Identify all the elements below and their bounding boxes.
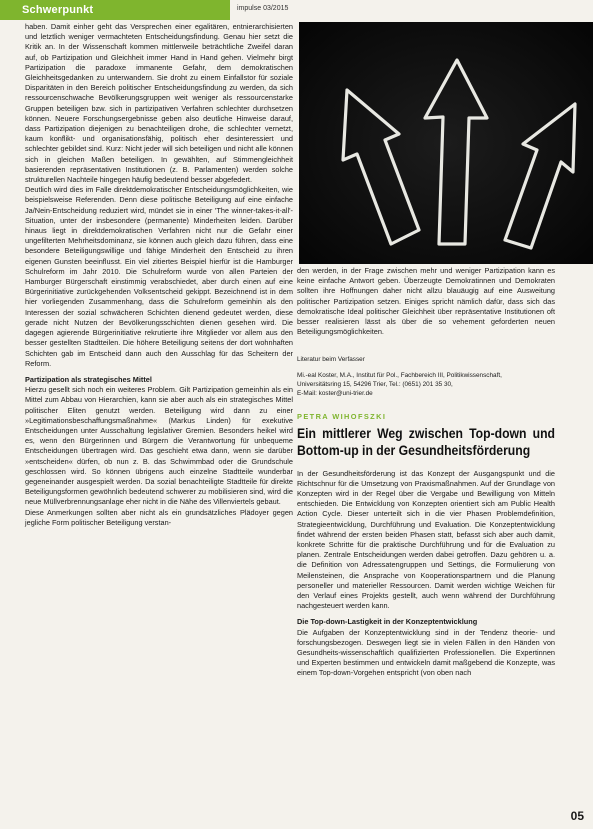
journal-reference: impulse 03/2015 [237,5,289,12]
right-column [297,266,555,679]
body-paragraph: Diese Anmerkungen sollten aber nicht als ein grundsätzliches Plädoyer gegen jegliche Form politischer Beteiligung verstan- [25,507,293,527]
email-line: E-Mail: koster@uni-trier.de [297,390,373,398]
subheading: Die Top-down-Lastigkeit in der Konzeptentwicklung [297,617,478,627]
body-paragraph: haben. Damit einher geht das Versprechen einer egalitären, entnierarchisierten und letztlich weniger vermachteten Entscheidungsfindung. Genau hier setzt die Kritik an. In der Wissenschaft kommen mittlerweile beträchtliche Zweifel daran auf, ob Partizipation und Gleichheit immer Hand in Hand gehen. Vielmehr birgt Partizipation die paradoxe immanente Gefahr, dem demokratischen Gleichheitsgedanken zu unterwandern. Sie droht zu einem Einfallstor für soziale Disparitäten in den Bereich politischer Entscheidungsfindung zu werden, da sich ressourcenschwache Bevölkerungsgruppen weit weniger als ressourcenstarke Gruppen beteiligen bzw. sich in partizipativen Verfahren schlechter durchsetzen können. Neuere Forschungsergebnisse geben also deutliche Hinweise darauf, dass Partizipation diejenigen zu benachteiligen drohe, die schlechter vernetzt, kaum konflikt- und organisationsfähig, politisch eher desinteressiert und schlechter gebildet sind. Kurz: Nicht jeder will sich beteiligen und nicht alle können sich in gleichen Maßen beteiligen. In gewählten, auf Stimmengleichheit basierenden repräsentativen Institutionen (z. B. Parlamenten) werden solche strukturellen Nachteile hingegen häufig bedeutend besser abgefedert. [25,22,293,185]
author-info [297,355,555,398]
body-paragraph: den werden, in der Frage zwischen mehr und weniger Partizipation kann es keine einfache Antwort geben. Überzeugte Demokratinnen und Demokraten sollten ihre Hoffnungen daher nicht allzu blauäugig auf eine Ausweitung politischer Partizipation setzen. Einiges spricht nämlich dafür, dass sich das demokratische Ideal politischer Gleichheit über repräsentative Institutionen oft besser realisieren lässt als über die so vehement geforderten neuen Beteiligungsmöglichkeiten. [297,266,555,337]
left-column [25,22,293,528]
literature-note: Literatur beim Verfasser [297,356,365,364]
page-header [0,0,593,20]
address-line: Universitätsring 15, 54296 Trier, Tel.: (0651) 201 35 30, [297,381,453,389]
body-paragraph: In der Gesundheitsförderung ist das Konzept der Ausgangspunkt und die Richtschnur für die Umsetzung von Praxismaßnahmen. Auf der Grundlage von Konzepten wird in der Regel über die Vergabe und Bewilligung von Mitteln entschieden. Die Entwicklung von Konzepten orientiert sich am Public Health Action Cycle. Dieser unterteilt sich in die vier Phasen Problemdefinition, Strategieentwicklung, Durchführung und Evaluation. Die Konzeptentwicklung findet während der ersten beiden Phasen statt, befasst sich aber auch damit, konkrete Schritte für die praktische Durchführung und für die Evaluation zu planen. Zentrale Entscheidungen werden dabei getroffen. Dazu gehören u. a. die Definition von Adressatengruppen und Settings, die Formulierung von Meilensteinen, die Ansprache von Kooperationspartnern und die Planung personeller und materieller Ressourcen. Damit werden wichtige Weichen für den Verlauf eines Projekts gestellt, auch wenn während der Durchführung nachgesteuert werden kann. [297,468,555,611]
body-paragraph: Hierzu gesellt sich noch ein weiteres Problem. Gilt Partizipation gemeinhin als ein Mittel zum Abbau von Hierarchien, kann sie aber auch als ein strategisches Mittel politischer Eliten genutzt werden. Beteiligung wird dann zu einer »Legitimationsbeschaffungsmaßnahme« (Markus Linden) für exekutive Entscheidungen unter Ausschaltung legislativer Gremien. Besonders heikel wird es, wenn den Bürgerinnen und Bürgern die Verantwortung für unbequeme Entscheidungen übertragen wird. Das geschieht etwa dann, wenn sie darüber »entscheiden« dürfen, ob nun z. B. das Schwimmbad oder die Grundschule geschlossen wird. So können übrigens auch einzelne Stadtteile wunderbar gegeneinander ausgespielt werden. Da sozial benachteiligte Stadtteile für direkte Beteiligungsformen gewöhnlich bedeutend schwerer zu mobilisieren sind, wird die neue Müllverbrennungsanlage eher nicht in die Nähe des Villenviertels gebaut. [25,385,293,507]
subheading: Partizipation als strategisches Mittel [25,374,152,384]
chalk-arrows-icon [299,22,593,264]
article-author: PETRA WIHOFSZKI [297,412,387,422]
chalk-arrows-image [299,22,593,264]
body-paragraph: Deutlich wird dies im Falle direktdemokratischer Entscheidungsmöglichkeiten, wie beispielsweise Referenden. Denn diese politische Beteiligung auf eine einfache Ja/Nein-Entscheidung reduziert wird, mündet sie in einer 'The winner-takes-it-all'-Situation, unter der insbesondere (permanente) Minderheiten leiden. Darüber hinaus liegt in direktdemokratischen Verfahren nicht nur die Gefahr einer ungefilterten Mehrheitsdominanz, sie können auch gleich dazu führen, dass eine besondere Beteiligungswillige und fähige Minderheit den Entscheid zu ihren eigenen Gunsten beeinflusst. Ein viel zitiertes Beispiel hierfür ist die Hamburger Schulreform im Jahr 2010. Die Schulreform wurde von allen Parteien der Hamburger Bürgerschaft einstimmig verabschiedet, aber durch einen auf eine Bürgerinitiative zurückgehenden Volksentscheid gekippt. Bezeichnend ist in dem hier vorliegenden Zusammenhang, dass die Schulreform gemeinhin als den Interessen der sozial schwächeren Schichten dienend gedeutet werden, diese gerade nicht Nutzen der Bevölkerungsschichten dienen gesehen wird. Die dagegen agierende Bürgerinitiative rekrutierte ihre Mitglieder vor allem aus den besser gestellten Stadtteilen. Die höhere Beteiligung seitens der dort wohnhaften Schichten gab im Entscheid dann auch den Ausschlag für das Scheitern der Reform. [25,185,293,368]
body-paragraph: Die Aufgaben der Konzeptentwicklung sind in der Tendenz theorie- und forschungsbezogen. Deswegen liegt sie in vielen Fällen in den Händen von Gesundheits-wissenschaftlich qualifizierten Professionellen. Die Expertinnen und Experten bestimmen und entwickeln damit maßgebend die Konzepte, was einem Top-down-Vorgehen entspricht (von oben nach [297,627,555,678]
article-title: Ein mittlerer Weg zwischen Top-down und Bottom-up in der Gesundheitsförderung [297,425,555,460]
author-line: Mi.-eal Koster, M.A., Institut für Pol., Fachbereich III, Politikwissenschaft, [297,372,502,380]
section-label: Schwerpunkt [0,0,230,20]
page-number: 05 [570,809,584,823]
